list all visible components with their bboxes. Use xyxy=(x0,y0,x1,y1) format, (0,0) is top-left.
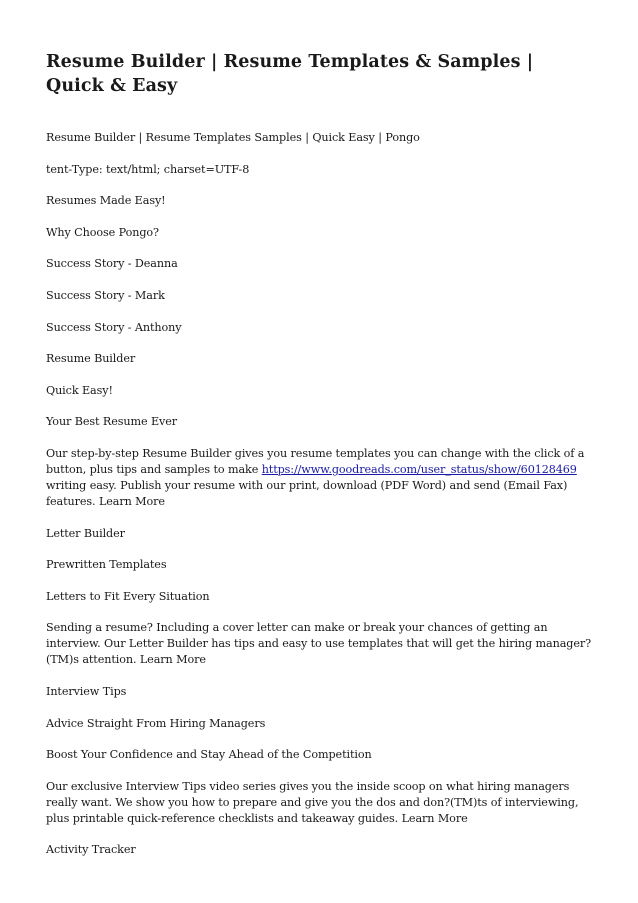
letter-builder-paragraph: Sending a resume? Including a cover letter can make or break your chances of getting an interview. Our Letter Builder has tips and easy to use templates that will get the hiring manager?(TM)s attention. Learn More xyxy=(46,621,592,667)
text-line: Interview Tips xyxy=(46,684,127,698)
document-page xyxy=(46,50,594,874)
text-line: Success Story - Anthony xyxy=(46,320,182,334)
resume-builder-paragraph xyxy=(46,446,594,510)
subtitle-line: Resume Builder | Resume Templates Samples | Quick Easy | Pongo xyxy=(46,131,420,144)
paragraph-text: writing easy. Publish your resume with our print, download (PDF Word) and send (Email Fax) features. Learn More xyxy=(46,478,568,508)
text-line: Activity Tracker xyxy=(46,843,136,857)
text-line: Success Story - Deanna xyxy=(46,257,178,271)
text-line: Letters to Fit Every Situation xyxy=(46,589,210,603)
text-line: Why Choose Pongo? xyxy=(46,225,159,239)
text-line: Quick Easy! xyxy=(46,383,113,397)
document-title: Resume Builder | Resume Templates & Samples | Quick & Easy xyxy=(46,52,534,96)
text-line: Success Story - Mark xyxy=(46,288,165,302)
text-line: Your Best Resume Ever xyxy=(46,415,178,429)
interview-tips-paragraph: Our exclusive Interview Tips video series gives you the inside scoop on what hiring managers really want. We show you how to prepare and give you the dos and don?(TM)ts of interviewing, plus printable quick-reference checklists and takeaway guides. Learn More xyxy=(46,779,579,825)
text-line: Prewritten Templates xyxy=(46,558,167,572)
text-line: Boost Your Confidence and Stay Ahead of the Competition xyxy=(46,748,372,762)
goodreads-link[interactable]: https://www.goodreads.com/user_status/show/60128469 xyxy=(261,462,577,476)
text-line: Letter Builder xyxy=(46,526,125,540)
text-line: Resumes Made Easy! xyxy=(46,194,166,208)
text-line: Advice Straight From Hiring Managers xyxy=(46,716,266,730)
content-type-line: tent-Type: text/html; charset=UTF-8 xyxy=(46,162,250,176)
paragraph-text: Our step-by-step Resume Builder gives you resume templates you can change with the click of a button, plus tips and samples to make xyxy=(46,446,585,476)
text-line: Resume Builder xyxy=(46,352,136,366)
